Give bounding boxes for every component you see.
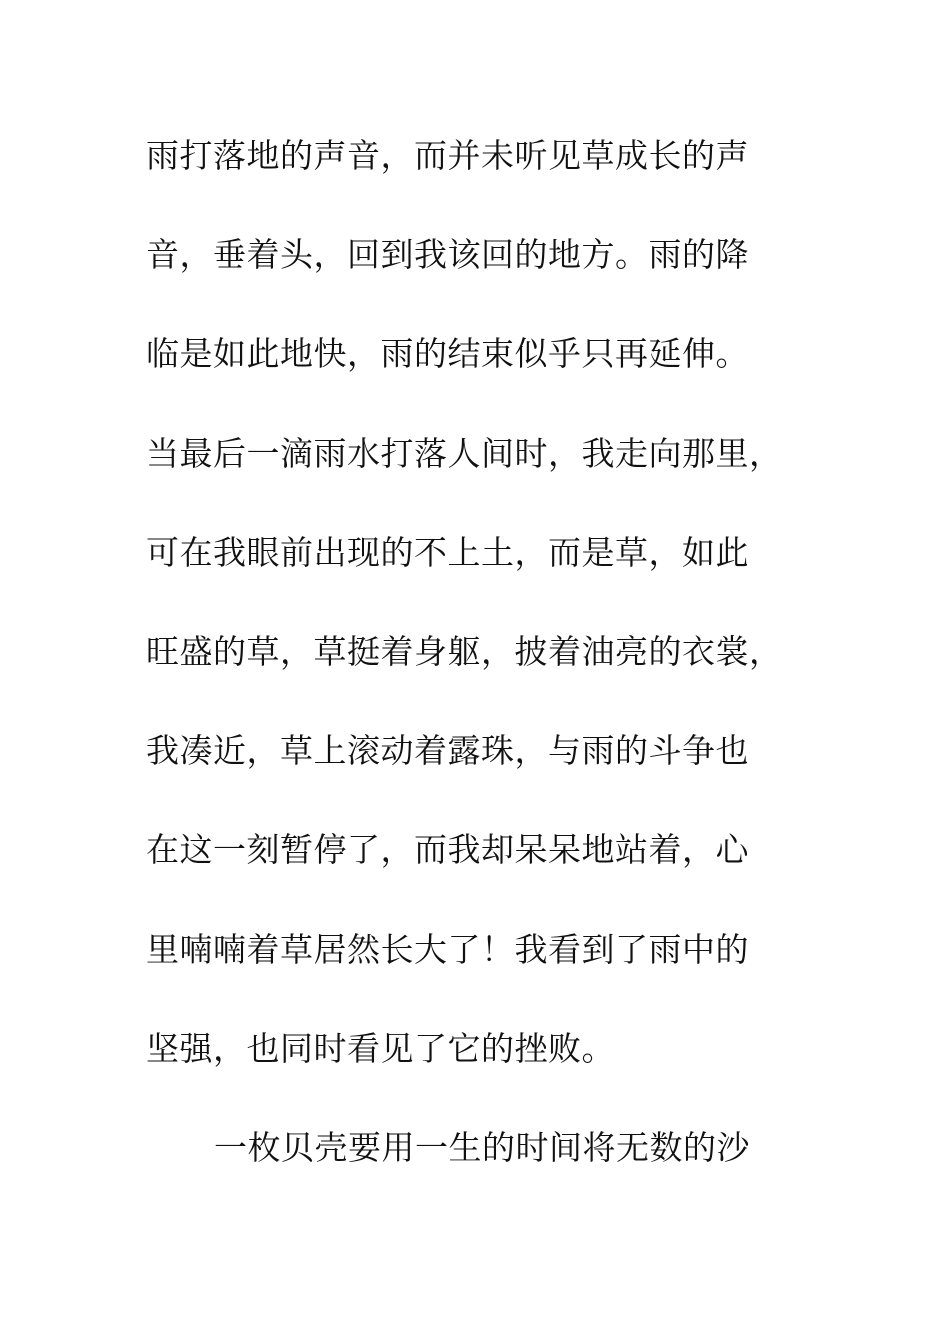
text-line: 可在我眼前出现的不上土，而是草，如此	[146, 532, 749, 572]
paragraph-start-line: 一枚贝壳要用一生的时间将无数的沙	[214, 1127, 750, 1167]
text-line: 音，垂着头，回到我该回的地方。雨的降	[146, 235, 749, 275]
text-line: 我凑近，草上滚动着露珠，与雨的斗争也	[146, 731, 749, 771]
text-line: 里喃喃着草居然长大了！我看到了雨中的	[146, 929, 749, 969]
text-line: 临是如此地快，雨的结束似乎只再延伸。	[146, 334, 749, 374]
text-line: 当最后一滴雨水打落人间时，我走向那里，	[146, 433, 783, 473]
text-line: 雨打落地的声音，而并未听见草成长的声	[146, 136, 749, 175]
body-text	[146, 126, 786, 1217]
text-line: 坚强，也同时看见了它的挫败。	[146, 1028, 615, 1068]
text-line: 旺盛的草，草挺着身躯，披着油亮的衣裳，	[146, 631, 783, 671]
text-line: 在这一刻暂停了，而我却呆呆地站着，心	[146, 830, 749, 870]
